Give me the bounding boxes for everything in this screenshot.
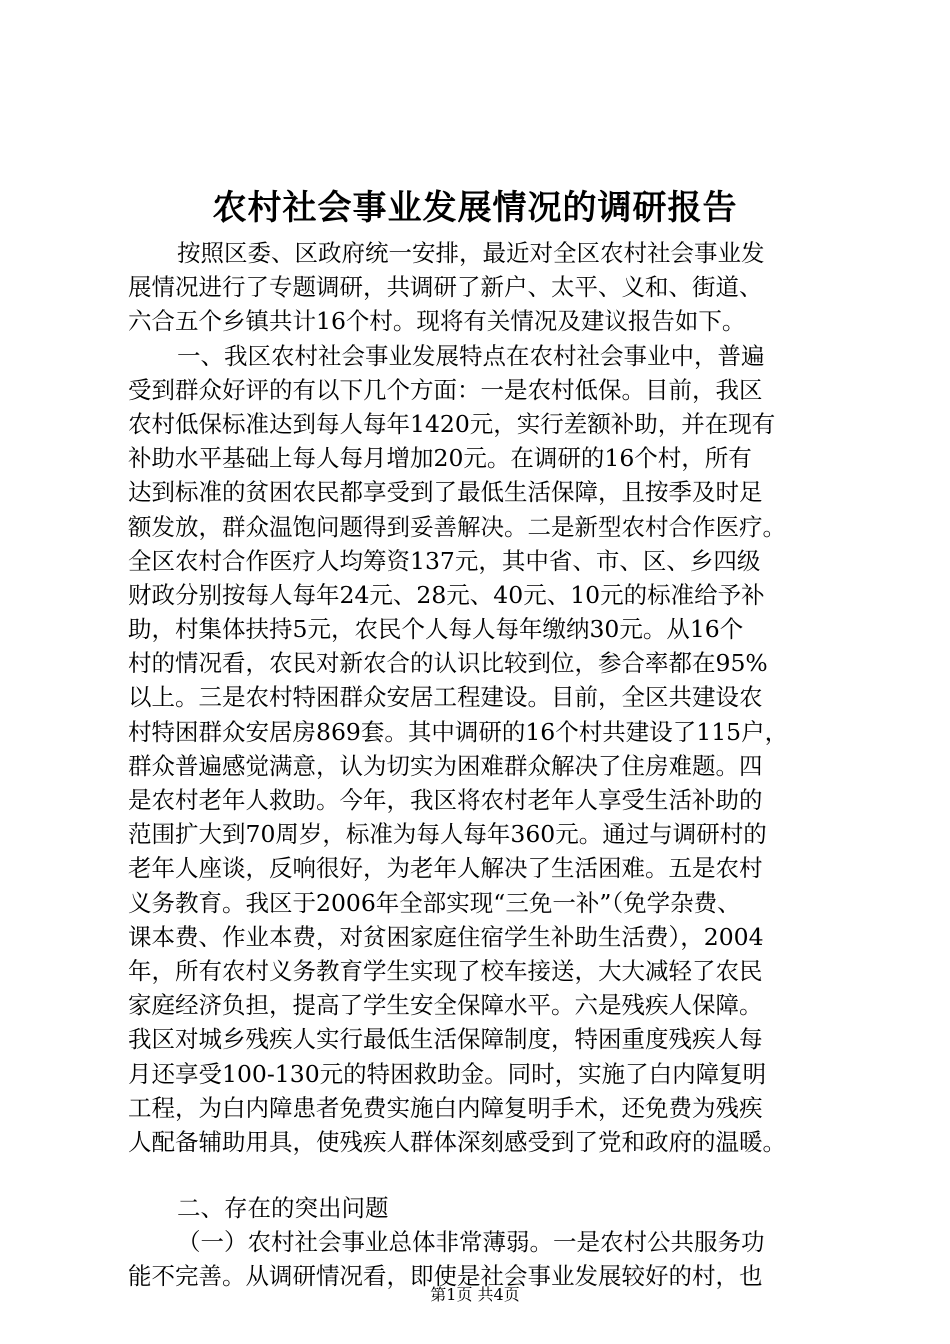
text-line: 年，所有农村义务教育学生实现了校车接送，大大减轻了农民 (128, 956, 763, 985)
document-body (128, 236, 848, 1294)
text-line: 老年人座谈，反响很好，为老年人解决了生活困难。五是农村 (128, 854, 763, 883)
section-heading: 二、存在的突出问题 (177, 1194, 389, 1223)
text-line: 课本费、作业本费，对贫困家庭住宿学生补助生活费），2004 (128, 922, 764, 951)
text-line: 家庭经济负担，提高了学生安全保障水平。六是残疾人保障。 (128, 991, 763, 1020)
text-line: 补助水平基础上每人每月增加20元。在调研的16个村，所有 (128, 444, 752, 473)
text-line: （一）农村社会事业总体非常薄弱。一是农村公共服务功 (177, 1228, 765, 1257)
text-line: 农村低保标准达到每人每年1420元，实行差额补助，并在现有 (128, 409, 776, 438)
page-number-footer: 第1页 共4页 (430, 1285, 520, 1304)
paragraph-spacer (128, 1159, 848, 1191)
text-line: 月还享受100-130元的特困救助金。同时，实施了白内障复明 (128, 1059, 767, 1088)
text-line: 受到群众好评的有以下几个方面：一是农村低保。目前，我区 (128, 375, 763, 404)
text-line: 六合五个乡镇共计16个村。现将有关情况及建议报告如下。 (128, 307, 746, 336)
text-line: 达到标准的贫困农民都享受到了最低生活保障，且按季及时足 (128, 478, 763, 507)
text-line: 全区农村合作医疗人均筹资137元，其中省、市、区、乡四级 (128, 546, 761, 575)
text-line: 按照区委、区政府统一安排，最近对全区农村社会事业发 (177, 239, 765, 267)
text-line: 以上。三是农村特困群众安居工程建设。目前，全区共建设农 (128, 683, 763, 712)
text-line: 助，村集体扶持5元，农民个人每人每年缴纳30元。从16个 (128, 615, 744, 644)
text-line: 是农村老年人救助。今年，我区将农村老年人享受生活补助的 (128, 786, 763, 814)
document-title: 农村社会事业发展情况的调研报告 (212, 188, 738, 228)
paragraph-intro (128, 236, 848, 339)
text-line: 工程，为白内障患者免费实施白内障复明手术，还免费为残疾 (128, 1093, 763, 1122)
text-line: 群众普遍感觉满意，认为切实为困难群众解决了住房难题。四 (128, 751, 763, 780)
text-line: 村特困群众安居房869套。其中调研的16个村共建设了115户， (128, 717, 789, 746)
text-line: 能不完善。从调研情况看，即使是社会事业发展较好的村，也 (128, 1262, 763, 1291)
text-line: 财政分别按每人每年24元、28元、40元、10元的标准给予补 (128, 580, 765, 609)
text-line: 展情况进行了专题调研，共调研了新户、太平、义和、街道、 (128, 273, 763, 302)
text-line: 人配备辅助用具，使残疾人群体深刻感受到了党和政府的温暖。 (128, 1127, 786, 1156)
text-line: 村的情况看，农民对新农合的认识比较到位，参合率都在95% (128, 649, 768, 678)
text-line: 额发放，群众温饱问题得到妥善解决。二是新型农村合作医疗。 (128, 512, 786, 541)
text-line: 我区对城乡残疾人实行最低生活保障制度，特困重度残疾人每 (128, 1025, 763, 1054)
text-line: 义务教育。我区于2006年全部实现“三免一补”（免学杂费、 (128, 888, 741, 917)
paragraph-section-one (128, 339, 848, 1160)
text-line: 范围扩大到70周岁，标准为每人每年360元。通过与调研村的 (128, 820, 767, 849)
text-line: 一、我区农村社会事业发展特点在农村社会事业中，普遍 (177, 341, 765, 370)
